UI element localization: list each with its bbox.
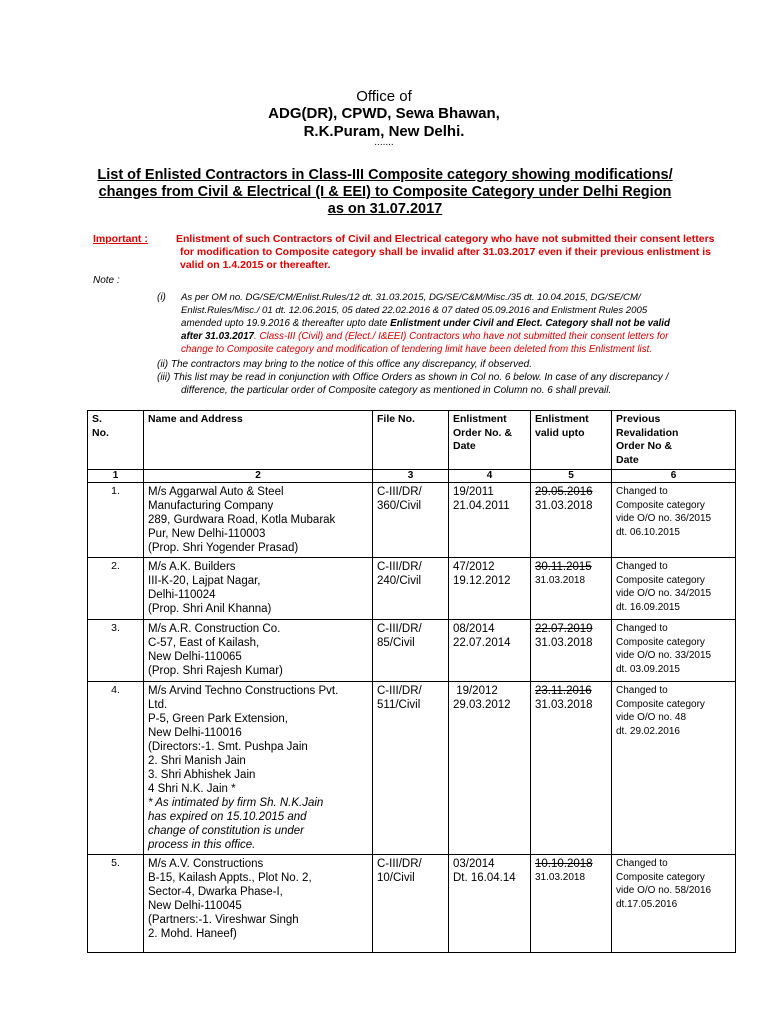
row-order: 47/2012 19.12.2012 — [449, 558, 531, 620]
row-order: 08/2014 22.07.2014 — [449, 620, 531, 682]
row-sno: 2. — [88, 558, 144, 620]
note-iii-line-2: difference, the particular order of Composite category as mentioned in Column no. 6 shall prevail. — [181, 385, 612, 396]
table-row — [88, 558, 736, 620]
title-line-2: changes from Civil & Electrical (I & EEI) to Composite Category under Delhi Region — [98, 184, 672, 200]
header-dots: ....... — [374, 137, 394, 148]
row-valid-upto: 22.07.2019 31.03.2018 — [531, 620, 612, 682]
row-prev-order: Changed to Composite category vide O/O no. 48 dt. 29.02.2016 — [612, 682, 736, 855]
row-file-no: C-III/DR/ 511/Civil — [373, 682, 449, 855]
col-number: 3 — [373, 470, 449, 483]
col-number: 1 — [88, 470, 144, 483]
row-valid-upto: 30.11.2015 31.03.2018 — [531, 558, 612, 620]
row-order: 03/2014 Dt. 16.04.14 — [449, 855, 531, 953]
note-iii-line-1: (iii) This list may be read in conjunction with Office Orders as shown in Col no. 6 below. In case of any discrepancy / — [157, 372, 669, 383]
note-i-line-5: change to Composite category and modification of tendering limit have been deleted from this Enlistment list. — [181, 344, 653, 355]
important-line-3: valid on 1.4.2015 or thereafter. — [180, 259, 331, 271]
row-valid-upto: 29.05.2016 31.03.2018 — [531, 483, 612, 558]
row-name-address: M/s A.R. Construction Co. C-57, East of Kailash, New Delhi-110065 (Prop. Shri Rajesh Kumar) — [144, 620, 373, 682]
note-i-line-4: after 31.03.2017. Class-III (Civil) and (Elect./ I&EEI) Contractors who have not submitted their consent letters for — [181, 331, 669, 342]
contractors-table — [87, 410, 736, 953]
header-file: File No. — [373, 411, 449, 470]
title-line-1: List of Enlisted Contractors in Class-III Composite category showing modifications/ — [97, 167, 673, 183]
row-file-no: C-III/DR/ 240/Civil — [373, 558, 449, 620]
col-number: 5 — [531, 470, 612, 483]
row-name-address: M/s A.K. Builders III-K-20, Lajpat Nagar, Delhi-110024 (Prop. Shri Anil Khanna) — [144, 558, 373, 620]
table-header-row — [88, 411, 736, 470]
row-file-no: C-III/DR/ 10/Civil — [373, 855, 449, 953]
row-prev-order: Changed to Composite category vide O/O no. 33/2015 dt. 03.09.2015 — [612, 620, 736, 682]
header-valid: Enlistment valid upto — [531, 411, 612, 470]
row-prev-order: Changed to Composite category vide O/O no. 58/2016 dt.17.05.2016 — [612, 855, 736, 953]
row-order: 19/2011 21.04.2011 — [449, 483, 531, 558]
col-number: 4 — [449, 470, 531, 483]
row-name-address: M/s A.V. Constructions B-15, Kailash Appts., Plot No. 2, Sector-4, Dwarka Phase-I, New Delhi-110045 (Partners:-1. Vireshwar Singh 2. Mohd. Haneef) — [144, 855, 373, 953]
note-i-line-1: As per OM no. DG/SE/CM/Enlist.Rules/12 dt. 31.03.2015, DG/SE/C&M/Misc./35 dt. 10.04.2015, DG/SE/CM/ — [181, 292, 641, 303]
col-number: 6 — [612, 470, 736, 483]
row-file-no: C-III/DR/ 85/Civil — [373, 620, 449, 682]
col-number: 2 — [144, 470, 373, 483]
header-sno: S. No. — [88, 411, 144, 470]
note-i-line-3: amended upto 19.9.2016 & thereafter upto date Enlistment under Civil and Elect. Category shall not be valid — [181, 318, 670, 329]
important-label: Important : — [93, 233, 148, 245]
row-sno: 5. — [88, 855, 144, 953]
office-line: Office of — [356, 88, 412, 105]
table-row — [88, 682, 736, 855]
note-ii: (ii) The contractors may bring to the notice of this office any discrepancy, if observed. — [157, 359, 532, 370]
important-line-1: Enlistment of such Contractors of Civil and Electrical category who have not submitted their consent letters — [176, 233, 715, 245]
note-label: Note : — [93, 275, 120, 286]
table-row — [88, 855, 736, 953]
row-prev-order: Changed to Composite category vide O/O no. 34/2015 dt. 16.09.2015 — [612, 558, 736, 620]
row-sno: 3. — [88, 620, 144, 682]
important-line-2: for modification to Composite category shall be invalid after 31.03.2017 even if their previous enlistment is — [180, 246, 711, 258]
row-sno: 4. — [88, 682, 144, 855]
note-i-marker: (i) — [157, 292, 166, 303]
row-sno: 1. — [88, 483, 144, 558]
row-prev-order: Changed to Composite category vide O/O no. 36/2015 dt. 06.10.2015 — [612, 483, 736, 558]
table-row — [88, 620, 736, 682]
header-order: Enlistment Order No. & Date — [449, 411, 531, 470]
row-valid-upto: 10.10.2018 31.03.2018 — [531, 855, 612, 953]
table-row — [88, 483, 736, 558]
row-name-address: M/s Aggarwal Auto & Steel Manufacturing Company 289, Gurdwara Road, Kotla Mubarak Pur, New Delhi-110003 (Prop. Shri Yogender Prasad) — [144, 483, 373, 558]
office-name: ADG(DR), CPWD, Sewa Bhawan, — [268, 105, 500, 122]
office-address: R.K.Puram, New Delhi. — [303, 123, 465, 140]
note-i-line-2: Enlist.Rules/Misc./ 01 dt. 12.06.2015, 05 dated 22.02.2016 & 07 dated 05.09.2016 and Enlistment Rules 2005 — [181, 305, 648, 316]
row-order: 19/2012 29.03.2012 — [449, 682, 531, 855]
row-file-no: C-III/DR/ 360/Civil — [373, 483, 449, 558]
header-prev: Previous Revalidation Order No & Date — [612, 411, 736, 470]
row-name-address: M/s Arvind Techno Constructions Pvt. Ltd. P-5, Green Park Extension, New Delhi-110016 (Directors:-1. Smt. Pushpa Jain 2. Shri Manish Jain 3. Shri Abhishek Jain 4 Shri N.K. Jain * * As intimated by firm Sh. N.K.Jain has expired on 15.10.2015 and change of constitution is under process in this office. — [144, 682, 373, 855]
column-number-row — [88, 470, 736, 483]
header-name: Name and Address — [144, 411, 373, 470]
title-line-3: as on 31.07.2017 — [327, 201, 443, 217]
row-valid-upto: 23.11.2016 31.03.2018 — [531, 682, 612, 855]
